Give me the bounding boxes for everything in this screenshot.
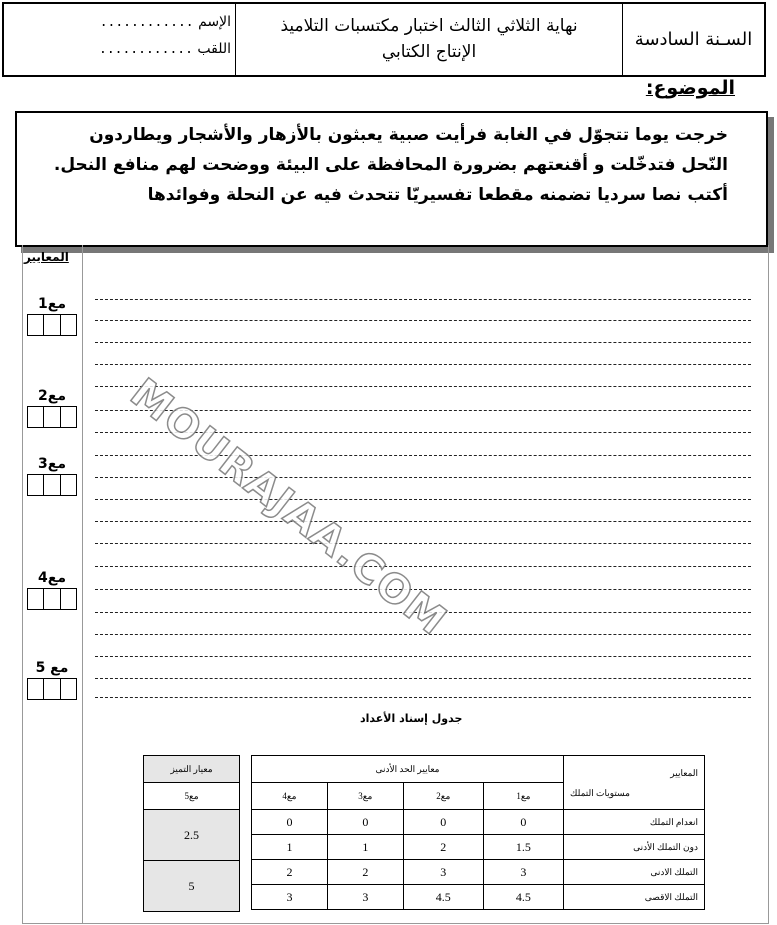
criterion-label: مع 5 — [35, 660, 69, 676]
name-dots: ............ — [99, 15, 194, 30]
writing-line[interactable] — [95, 678, 751, 679]
table-cell: 2 — [403, 835, 483, 860]
criterion-label: مع2 — [38, 388, 66, 404]
table-row — [252, 885, 705, 910]
row-label: التملك الادنى — [564, 860, 705, 885]
criterion-label: مع4 — [38, 570, 66, 586]
criterion-1 — [27, 296, 77, 336]
excellence-value: 5 — [144, 861, 240, 912]
writing-line[interactable] — [95, 566, 751, 567]
score-boxes[interactable] — [27, 406, 77, 428]
topic-box — [15, 111, 768, 247]
writing-line[interactable] — [95, 697, 751, 698]
table-cell: 3 — [327, 885, 403, 910]
excellence-value: 2.5 — [144, 810, 240, 861]
writing-line[interactable] — [95, 386, 751, 387]
row-label: انعدام التملك — [564, 810, 705, 835]
table-cell: 2 — [327, 860, 403, 885]
table-cell: 3 — [403, 860, 483, 885]
table-cell: 1 — [252, 835, 328, 860]
writing-line[interactable] — [95, 543, 751, 544]
col-header: مع3 — [327, 783, 403, 810]
exam-header — [2, 2, 766, 77]
table-cell: 0 — [327, 810, 403, 835]
excellence-header: معيار التميز — [144, 756, 240, 783]
criterion-3 — [27, 456, 77, 496]
exam-title-line1: نهاية الثلاثي الثالث اختبار مكتسبات التلاميذ — [280, 16, 578, 36]
table-row — [252, 835, 705, 860]
criteria-header: المعايير — [24, 250, 69, 264]
topic-line-2: النّحل فتدخّلت و أقنعتهم بضرورة المحافظة على البيئة ووضحت لهم منافع النحل. — [53, 155, 728, 175]
table-cell: 0 — [483, 810, 563, 835]
criterion-5 — [27, 660, 77, 700]
criterion-label: مع3 — [38, 456, 66, 472]
writing-line[interactable] — [95, 499, 751, 500]
table-corner — [564, 756, 705, 810]
col-header: مع1 — [483, 783, 563, 810]
criterion-label: مع1 — [38, 296, 66, 312]
table-row — [252, 860, 705, 885]
writing-line[interactable] — [95, 342, 751, 343]
student-identity — [4, 4, 235, 75]
writing-line[interactable] — [95, 299, 751, 300]
topic-line-1: خرجت يوما تتجوّل في الغابة فرأيت صبية يعبثون بالأزهار والأشجار ويطاردون — [89, 125, 728, 145]
grading-table-caption: جدول إسناد الأعداد — [360, 712, 463, 725]
grading-table — [251, 755, 705, 910]
grade-level: السـنة السادسة — [622, 4, 764, 75]
surname-label: اللقب — [197, 41, 231, 57]
col-header: مع2 — [403, 783, 483, 810]
watermark: MOURAJAA.COM — [121, 370, 456, 646]
table-cell: 3 — [252, 885, 328, 910]
surname-dots: ............ — [99, 42, 193, 57]
exam-title-line2: الإنتاج الكتابي — [381, 42, 477, 62]
writing-line[interactable] — [95, 477, 751, 478]
min-criteria-header: معايير الحد الأدنى — [252, 756, 564, 783]
score-boxes[interactable] — [27, 314, 77, 336]
col-header: مع4 — [252, 783, 328, 810]
criterion-2 — [27, 388, 77, 428]
subject-label: الموضوع: — [645, 77, 735, 99]
writing-line[interactable] — [95, 320, 751, 321]
score-boxes[interactable] — [27, 474, 77, 496]
exam-title — [235, 4, 622, 75]
name-field[interactable] — [100, 14, 231, 30]
row-label: التملك الاقصى — [564, 885, 705, 910]
topic-line-3: أكتب نصا سرديا تضمنه مقطعا تفسيريّا تتحدث فيه عن النحلة وفوائدها — [147, 185, 728, 205]
name-label: الإسم — [198, 14, 231, 30]
writing-line[interactable] — [95, 521, 751, 522]
table-cell: 1.5 — [483, 835, 563, 860]
table-cell: 3 — [483, 860, 563, 885]
criteria-divider — [82, 245, 83, 923]
table-cell: 0 — [403, 810, 483, 835]
table-cell: 4.5 — [483, 885, 563, 910]
table-cell: 0 — [252, 810, 328, 835]
excellence-col: مع5 — [144, 783, 240, 810]
surname-field[interactable] — [99, 41, 231, 57]
table-cell: 2 — [252, 860, 328, 885]
writing-line[interactable] — [95, 656, 751, 657]
score-boxes[interactable] — [27, 588, 77, 610]
excellence-table — [143, 755, 240, 912]
table-cell: 1 — [327, 835, 403, 860]
score-boxes[interactable] — [27, 678, 77, 700]
corner-levels: مستويات التملك — [570, 787, 630, 798]
table-row — [252, 810, 705, 835]
criterion-4 — [27, 570, 77, 610]
corner-criteria: المعايير — [670, 767, 698, 778]
table-cell: 4.5 — [403, 885, 483, 910]
row-label: دون التملك الأدنى — [564, 835, 705, 860]
writing-line[interactable] — [95, 364, 751, 365]
